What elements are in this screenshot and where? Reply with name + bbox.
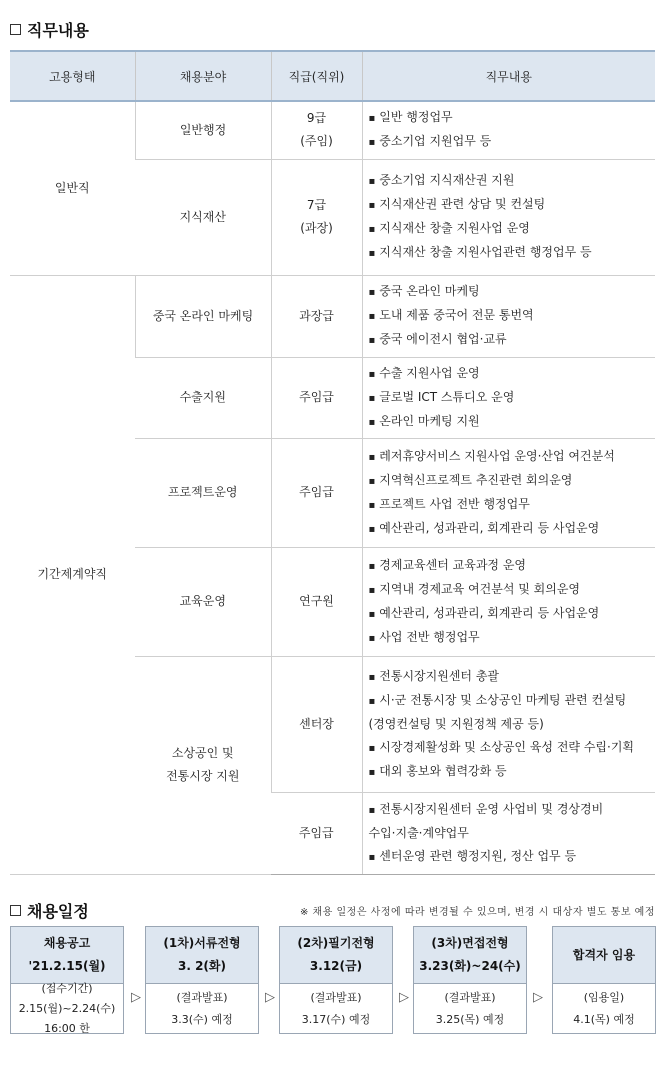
grade-cell: 연구원 [271,547,362,656]
task-item: ▪ 레저휴양서비스 지원사업 운영·산업 여건분석 [369,445,656,469]
tasks-cell [362,656,655,792]
tasks-cell [362,547,655,656]
schedule-step-document [145,926,259,1034]
step-head: 채용공고 '21.2.15(월) [11,927,123,984]
task-item-continued: 수입·지출·계약업무 [368,825,469,840]
tasks-cell [362,101,655,159]
grade-cell: 주임급 [271,357,362,438]
task-item: ▪ 지역내 경제교육 여건분석 및 회의운영 [369,578,656,602]
task-item: ▪ 예산관리, 성과관리, 회계관리 등 사업운영 [369,517,656,541]
task-item: ▪ 전통시장지원센터 운영 사업비 및 경상경비 [369,798,656,822]
task-item: ▪ 전통시장지원센터 총괄 [369,665,656,689]
task-item: ▪ 센터운영 관련 행정지원, 정산 업무 등 [369,845,656,869]
field-cell: 소상공인 및 전통시장 지원 [135,656,271,874]
header-field: 채용분야 [135,51,271,101]
step-head: 합격자 임용 [553,927,655,984]
task-item: ▪ 일반 행정업무 [369,106,656,130]
employment-type-cell: 일반직 [10,101,135,275]
task-item: ▪ 글로벌 ICT 스튜디오 운영 [369,386,656,410]
task-item-continued: (경영컨설팅 및 지원정책 제공 등) [368,716,544,731]
task-item: ▪ 수출 지원사업 운영 [369,362,656,386]
task-item: ▪ 도내 제품 중국어 전문 통번역 [369,304,656,328]
schedule-note: ※ 채용 일정은 사정에 따라 변경될 수 있으며, 변경 시 대상자 별도 통보 예정 [299,907,655,918]
table-row [10,275,655,357]
step-body: (결과발표) 3.3(수) 예정 [171,991,233,1026]
schedule-step-written [279,926,393,1034]
triangle-right-icon: ▷ [265,990,275,1005]
task-item: ▪ 지식재산 창출 지원사업관련 행정업무 등 [369,241,656,265]
triangle-right-icon: ▷ [533,990,543,1005]
step-head: (1차)서류전형 3. 2(화) [146,927,258,984]
section-title-text: 직무내용 [27,21,89,40]
triangle-right-icon: ▷ [399,990,409,1005]
triangle-right-icon: ▷ [131,990,141,1005]
task-item: ▪ 지식재산 창출 지원사업 운영 [369,217,656,241]
tasks-cell [362,438,655,547]
step-head: (3차)면접전형 3.23(화)~24(수) [414,927,526,984]
tasks-cell [362,159,655,275]
section-title-schedule [10,899,89,922]
field-cell: 수출지원 [135,357,271,438]
task-item: ▪ 지역혁신프로젝트 추진관련 회의운영 [369,469,656,493]
task-item: ▪ 중국 에이전시 협업·교류 [369,328,656,352]
field-cell: 프로젝트운영 [135,438,271,547]
step-body: (접수기간) 2.15(월)~2.24(수) 16:00 한 [18,982,116,1035]
section-title-text: 채용일정 [27,902,89,921]
checkbox-square-icon [10,24,21,35]
step-body: (결과발표) 3.25(목) 예정 [435,991,505,1026]
task-item: ▪ 지식재산권 관련 상담 및 컨설팅 [369,193,656,217]
task-item: ▪ 경제교육센터 교육과정 운영 [369,554,656,578]
field-cell: 교육운영 [135,547,271,656]
header-employment-type: 고용형태 [10,51,135,101]
grade-cell: 과장급 [271,275,362,357]
header-duties: 직무내용 [362,51,655,101]
grade-cell: 주임급 [271,792,362,874]
grade-cell: 9급 (주임) [271,101,362,159]
step-head: (2차)필기전형 3.12(금) [280,927,392,984]
tasks-cell [362,275,655,357]
table-header-row [10,51,655,101]
section-title-duties [10,18,89,41]
task-item: ▪ 시·군 전통시장 및 소상공인 마케팅 관련 컨설팅 [369,689,656,713]
grade-cell: 센터장 [271,656,362,792]
header-grade: 직급(직위) [271,51,362,101]
field-cell: 지식재산 [135,159,271,275]
field-cell: 중국 온라인 마케팅 [135,275,271,357]
task-item: ▪ 예산관리, 성과관리, 회계관리 등 사업운영 [369,602,656,626]
step-body: (결과발표) 3.17(수) 예정 [301,991,371,1026]
task-item: ▪ 중소기업 지식재산권 지원 [369,169,656,193]
table-row [10,101,655,159]
employment-type-cell: 기간제계약직 [10,275,135,874]
schedule-step-interview [413,926,527,1034]
schedule-step-appointment [552,926,656,1034]
task-item: ▪ 사업 전반 행정업무 [369,626,656,650]
task-item: ▪ 중소기업 지원업무 등 [369,130,656,154]
checkbox-square-icon [10,905,21,916]
grade-cell: 주임급 [271,438,362,547]
task-item: ▪ 프로젝트 사업 전반 행정업무 [369,493,656,517]
tasks-cell [362,357,655,438]
task-item: ▪ 중국 온라인 마케팅 [369,280,656,304]
task-item: ▪ 대외 홍보와 협력강화 등 [369,760,656,784]
step-body: (임용일) 4.1(목) 예정 [573,991,635,1026]
duty-table [10,50,655,875]
task-item: ▪ 온라인 마케팅 지원 [369,410,656,434]
task-item: ▪ 시장경제활성화 및 소상공인 육성 전략 수립·기획 [369,736,656,760]
tasks-cell [362,792,655,874]
schedule-step-announcement [10,926,124,1034]
grade-cell: 7급 (과장) [271,159,362,275]
field-cell: 일반행정 [135,101,271,159]
